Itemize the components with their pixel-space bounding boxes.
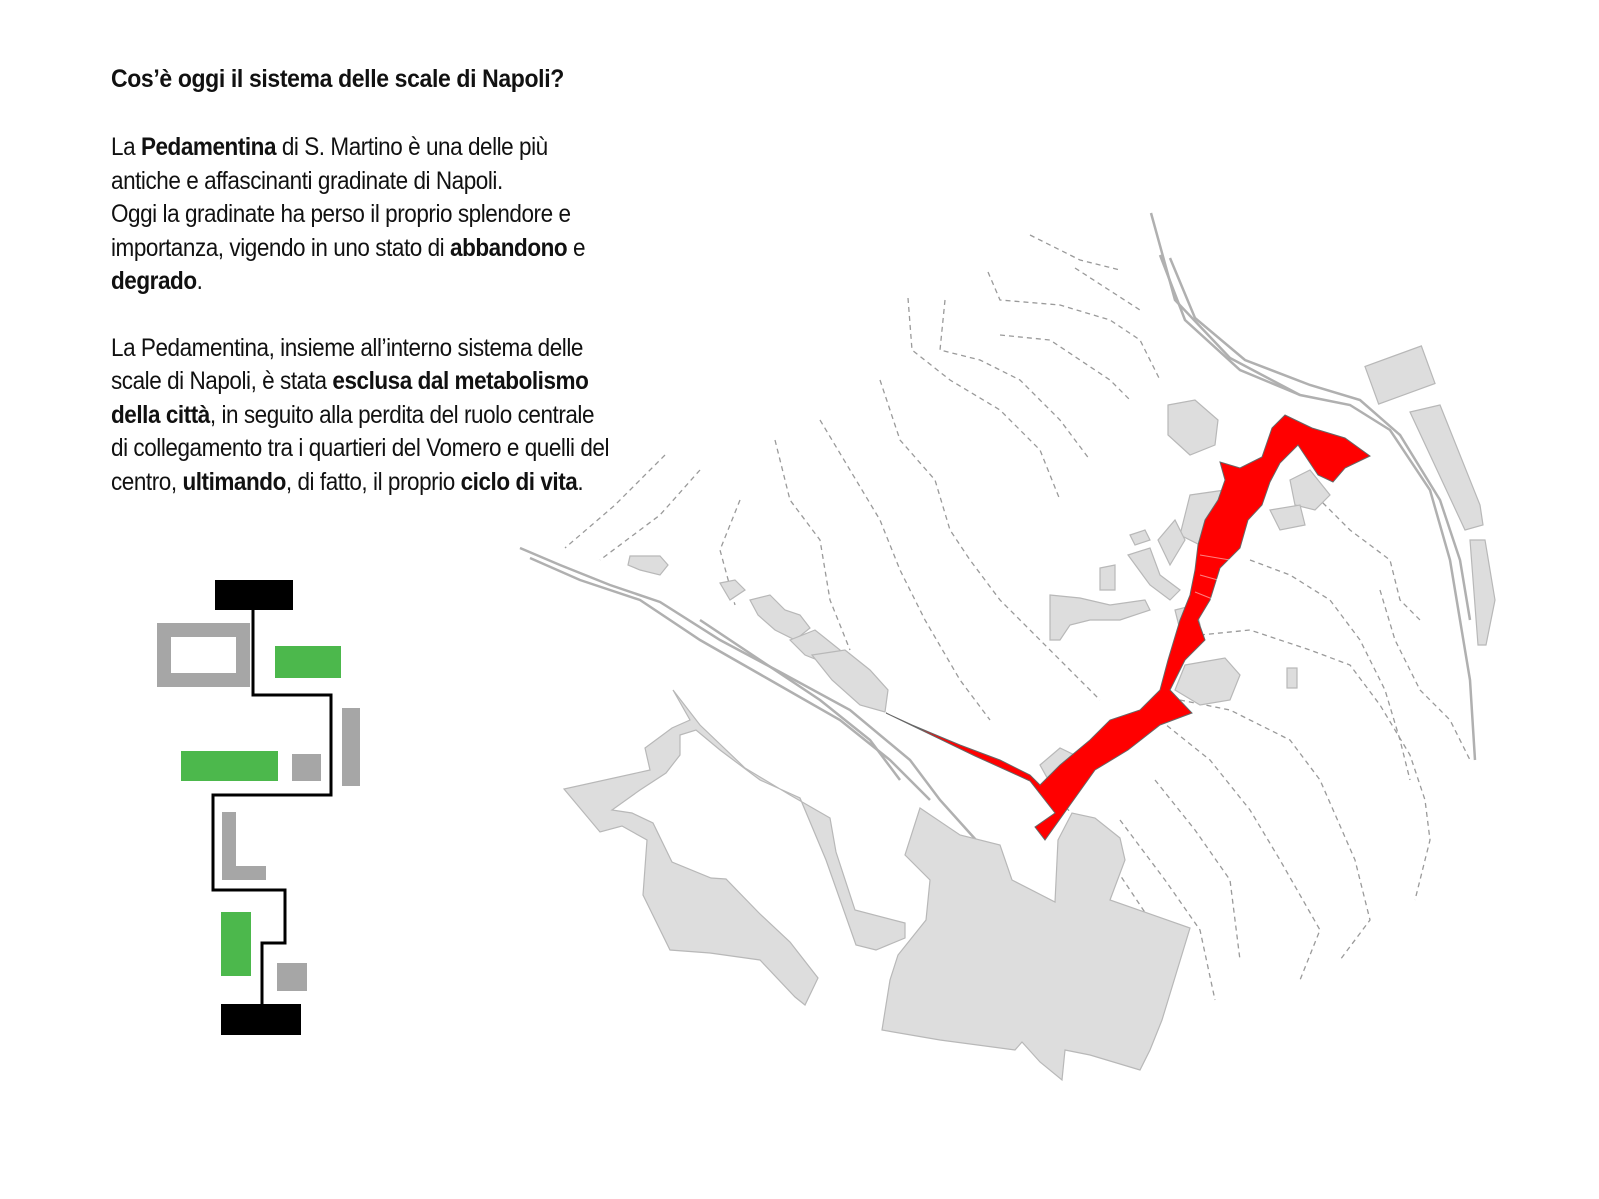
bold-run: ciclo di vita (460, 467, 578, 496)
text-run: importanza, vigendo in uno stato di (111, 233, 451, 262)
certosa-building (882, 808, 1190, 1080)
text-run: La Pedamentina, insieme all’interno sistema delle (111, 333, 583, 362)
castle-building (564, 690, 905, 1005)
text-run: scale di Napoli, è stata (111, 367, 333, 395)
text-run: , di fatto, il proprio (285, 467, 461, 496)
bold-run: abbandono (450, 233, 568, 262)
bold-run: della città (111, 400, 210, 429)
bold-run: degrado (111, 267, 197, 295)
text-run: di S. Martino è una delle più (276, 133, 548, 161)
bold-run: esclusa dal metabolismo (332, 367, 589, 395)
text-run: La (111, 133, 141, 161)
text-run: di collegamento tra i quartieri del Vomero e quelli del (111, 434, 610, 462)
bold-run: Pedamentina (140, 133, 277, 161)
page-title: Cos’è oggi il sistema delle scale di Napoli? (111, 65, 564, 93)
text-run: antiche e affascinanti gradinate di Napoli. (111, 166, 503, 195)
text-run: , in seguito alla perdita del ruolo centrale (209, 400, 595, 429)
text-run: Oggi la gradinate ha perso il proprio splendore e (111, 200, 571, 228)
text-run: . (196, 267, 203, 295)
bold-run: ultimando (182, 467, 286, 496)
text-run: e (567, 233, 586, 262)
text-run: . (577, 467, 584, 496)
text-run: centro, (111, 467, 183, 496)
